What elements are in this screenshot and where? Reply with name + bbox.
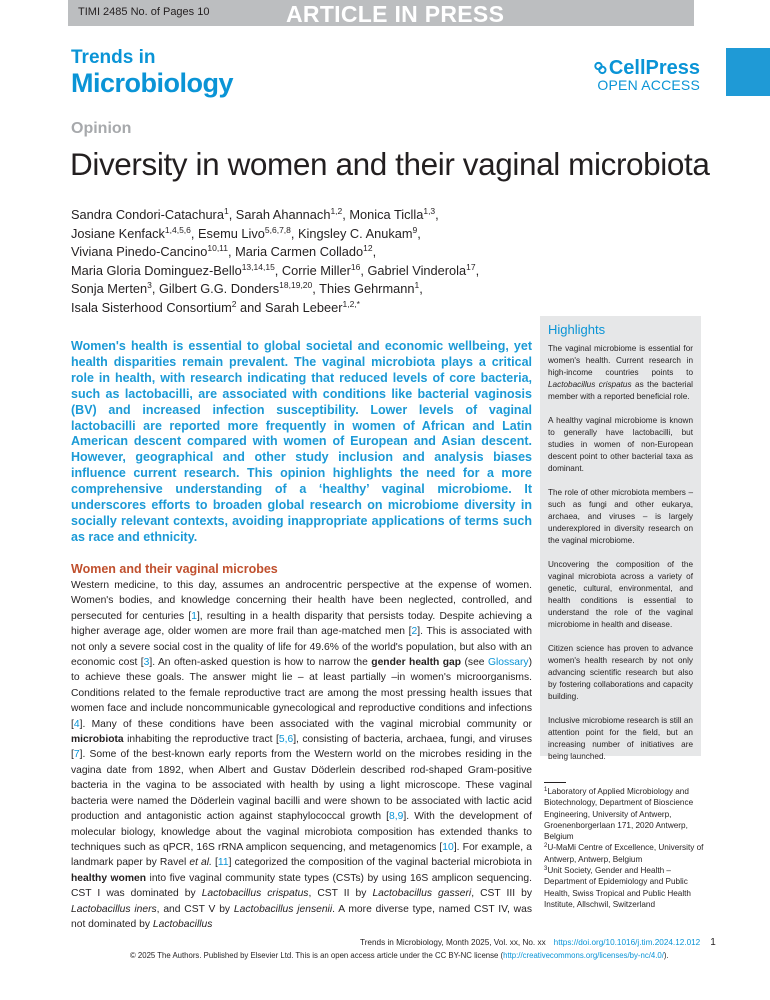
body-paragraph: Western medicine, to this day, assumes an androcentric perspective at the expense of women. Women's bodies, and knowledge concerning their health have been neglected, controlled, and persecuted for centuries [1], resulting in a health disparity that persists today. Despite achieving a higher average age, older women are more frail than age-matched men [2]. This is associated with not only a severe social cost in the quality of life for 49.6% of the world's population, but also with an economic cost [3]. An often-asked question is how to narrow the gender health gap (see Glossary) to achieve these goals. The answer might lie – at least partially –in women's microorganisms. Conditions related to the female reproductive tract are among the most pressing health issues that women face and include noncommunicable gynecological and reproductive conditions and infections [4]. Many of these conditions have been associated with the vaginal microbial community or microbiota inhabiting the reproductive tract [5,6], consisting of bacteria, archaea, fungi, and viruses [7]. Some of the best-known early reports from the Western world on the microbes residing in the vagina date from 1892, when Albert and Gustav Döderlein described rod-shaped Gram-positive bacteria in the vagina to be associated with health by using a light microscope. These vaginal bacteria were named the Döderlein vaginal bacilli and were shown to be associated with lactic acid production and antagonistic action against staphylococcal growth [8,9]. With the development of molecular biology, knowledge about the vaginal microbiota composition has extended thanks to techniques such as qPCR, 16S rRNA amplicon sequencing, and metagenomics [10]. For example, a landmark paper by Ravel et al. [11] categorized the composition of the vaginal bacterial microbiota in healthy women into five vaginal community state types (CSTs) by using 16S amplicon sequencing. CST I was dominated by Lactobacillus crispatus, CST II by Lactobacillus gasseri, CST III by Lactobacillus iners, and CST V by Lactobacillus jensenii. A more diverse type, named CST IV, was not dominated by Lactobacillus: [71, 580, 533, 930]
banner-text: ARTICLE IN PRESS: [286, 1, 505, 27]
manuscript-ref: TIMI 2485 No. of Pages 10: [78, 6, 210, 18]
highlight-item: Inclusive microbiome research is still an attention point for the field, but an increasing number of initiatives are being launched.: [548, 716, 693, 761]
page-number: 1: [710, 937, 716, 948]
copyright-text: © 2025 The Authors. Published by Elsevier Ltd. This is an open access article under the CC BY-NC license (: [130, 951, 504, 960]
highlights-box: [540, 316, 701, 761]
author-list: Sandra Condori-Catachura$^1$, Sarah Ahannach$^{1,2}$, Monica Ticlla$^{1,3}$, Josiane Kenfack$^{1,4,5,6}$, Esemu Livo$^{5,6,7,8}$, Kingsley C. Anukam$^9$, Viviana Pinedo-Cancino$^{10,11}$, Maria Carmen Collado$^{12}$, Maria Gloria Dominguez-Bello$^{13,14,15}$, Corrie Miller$^{16}$, Gabriel Vinderola$^{17}$, Sonja Merten$^3$, Gilbert G.G. Donders$^{18,19,20}$, Thies Gehrmann$^1$, Isala Sisterhood Consortium$^2$ and Sarah Lebeer$^{1,2,*}$: [71, 206, 480, 315]
doi-link[interactable]: https://doi.org/10.1016/j.tim.2024.12.012: [553, 938, 701, 947]
highlights-title: Highlights: [548, 322, 606, 337]
journal-name-line2: Microbiology: [71, 68, 233, 98]
article-in-press-banner: [68, 0, 694, 26]
footer-citation: [360, 937, 716, 948]
open-access-label: OPEN ACCESS: [597, 77, 700, 93]
cellpress-icon: [594, 59, 607, 77]
article-title: Diversity in women and their vaginal microbiota: [70, 146, 710, 182]
copyright-end: ).: [663, 951, 669, 960]
highlight-item: A healthy vaginal microbiome is known to generally have lactobacilli, but studies in women of non-European descent point to other bacterial taxa as dominant.: [548, 416, 693, 473]
citation-text: Trends in Microbiology, Month 2025, Vol. xx, No. xx: [360, 938, 546, 947]
edge-tab: [726, 48, 770, 96]
journal-name-line1: Trends in: [71, 47, 156, 68]
copyright-notice: [130, 951, 669, 960]
affiliations: $^1$Laboratory of Applied Microbiology and Biotechnology, Department of Bioscience Engineering, University of Antwerp, Groenenborgerlaan 171, 2020 Antwerp, Belgium $^2$U-MaMi Centre of Excellence, University of Antwerp, Antwerp, Belgium $^3$Unit Society, Gender and Health – Department of Epidemiology and Public Health, Swiss Tropical and Public Health Institute, Allschwil, Switzerland: [544, 787, 704, 909]
section-heading: Women and their vaginal microbes: [71, 562, 278, 576]
highlight-item: The role of other microbiota members – such as fungi and other eukarya, archaea, and viruses – is largely underexplored in diversity research on the vaginal microbiome.: [548, 488, 693, 545]
highlight-item: The vaginal microbiome is essential for women's health. Current research in high-income countries points to Lactobacillus crispatus as the bacterial member with a reported beneficial role.: [548, 344, 693, 401]
journal-logo[interactable]: [71, 48, 233, 98]
abstract: Women's health is essential to global societal and economic wellbeing, yet health disparities remain prevalent. The vaginal microbiota plays a critical role in health, with research indicating that reduced levels of core bacteria, such as lactobacilli, are associated with conditions like bacterial vaginosis (BV) and increased infection susceptibility. Lower levels of vaginal lactobacilli are reported more frequently in women of African and Latin American descent compared with women of European and Asian descent. However, geographical and other study inclusion and analysis biases influence current research. This opinion highlights the need for a more comprehensive understanding of a ‘healthy’ vaginal microbiome. It underscores efforts to broaden global research on microbiome diversity in socially relevant contexts, avoiding inappropriate applications of terms such as race and ethnicity.: [71, 339, 532, 544]
publisher-logo[interactable]: [594, 58, 700, 93]
publisher-name: CellPress: [608, 57, 700, 79]
affiliation-divider: [544, 782, 566, 783]
license-link[interactable]: http://creativecommons.org/licenses/by-nc/4.0/: [503, 951, 664, 960]
highlight-item: Uncovering the composition of the vaginal microbiota across a variety of genetic, cultural, environmental, and health conditions is essential to understand the role of the vaginal microbiome in health and disease.: [548, 560, 693, 629]
highlight-item: Citizen science has proven to advance women's health research by not only advancing scientific research but also by fostering collaborations and capacity building.: [548, 644, 693, 701]
article-type: Opinion: [71, 120, 132, 137]
